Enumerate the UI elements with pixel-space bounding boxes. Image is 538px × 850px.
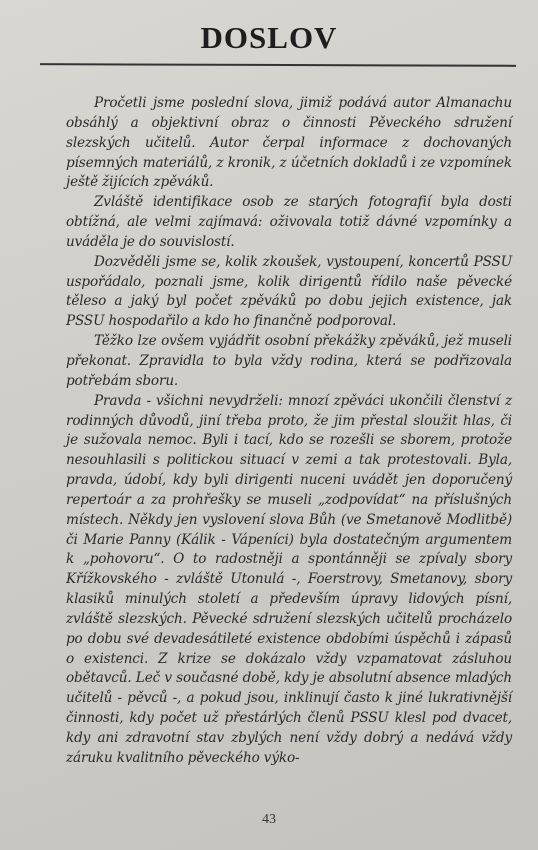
paragraph-2: Zvláště identifikace osob ze starých fotografií byla dosti obtížná, ale velmi zajímavá: oživovala totiž dávné vzpomínky a uváděla je do souvislostí. xyxy=(66,194,512,250)
page-title: DOSLOV xyxy=(200,20,338,55)
paragraph-5: Pravda - všichni nevydrželi: mnozí zpěváci ukončili členství z rodinných důvodů, jiní třeba proto, že jim přestal sloužit hlas, či je sužovala nemoc. Byli i tací, kdo se rozešli se sborem, protože nesouhlasili s politickou situací v zemi a tak protestovali. Byla, pravda, údobí, kdy byli dirigenti nuceni uvádět jen doporučený repertoár a za prohřešky se museli „zodpovídat“ na příslušných místech. Někdy jen vyslovení slova Bůh (ve Smetanově Modlitbě) či Marie Panny (Kálik - Vápeníci) byla dostatečným argumentem k „pohovoru“. O to radostněji a spontánněji se zpívaly sbory Křížkovského - zvláště Utonulá -, Foerstrovy, Smetanovy, sbory klasiků minulých století a především úpravy lidových písní, zvláště slezských. Pěvecké sdružení slezských učitelů procházelo po dobu své devadesátileté existence obdobími úspěchů i zápasů o existenci. Z krize se dokázalo vždy vzpamatovat zásluhou obětavců. Leč v současné době, kdy je absolutní absence mladých učitelů - pěvců -, a pokud jsou, inklinují často k jiné lukrativnější činnosti, kdy počet už přestárlých členů PSSU klesl pod dvacet, kdy ani zdravotní stav zbylých není vždy dobrý a nedává vždy záruku kvalitního pěveckého výko- xyxy=(66,392,512,766)
paragraph-4: Těžko lze ovšem vyjádřit osobní překážky zpěváků, jež museli překonat. Zpravidla to byla vždy rodina, která se podřizovala potřebám sboru. xyxy=(66,333,512,389)
paragraph-1: Pročetli jsme poslední slova, jimiž podává autor Almanachu obsáhlý a objektivní obraz o činnosti Pěveckého sdružení slezských učitelů. Autor čerpal informace z dochovaných písemných materiálů, z kronik, z účetních dokladů i ze vzpomínek ještě žijících zpěváků. xyxy=(66,95,512,191)
afterword-text xyxy=(66,94,512,769)
page-number: 43 xyxy=(262,812,276,827)
title-divider xyxy=(40,63,516,67)
paragraph-3: Dozvěděli jsme se, kolik zkoušek, vystoupení, koncertů PSSU uspořádalo, poznali jsme, kolik dirigentů řídilo naše pěvecké těleso a jaký byl počet zpěváků po dobu jejich existence, jak PSSU hospodařilo a kdo ho finančně podporoval. xyxy=(66,253,512,330)
